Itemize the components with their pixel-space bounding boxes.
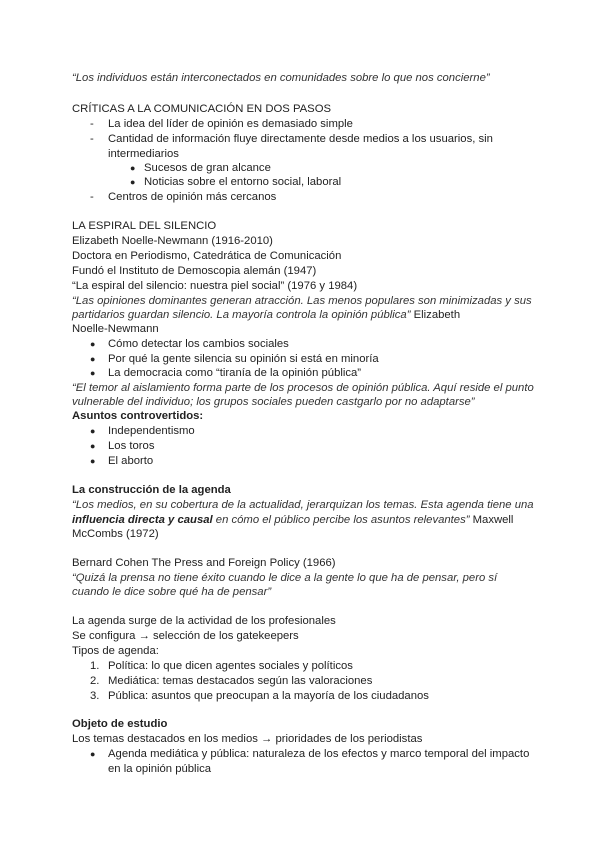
controvertido-item: Independentismo bbox=[108, 425, 195, 437]
list-number: 1. bbox=[90, 660, 100, 672]
espiral-bullet: Por qué la gente silencia su opinión si está en minoría bbox=[108, 353, 379, 365]
espiral-quote-text: partidarios guardan silencio. La mayoría controla la opinión pública” bbox=[72, 309, 411, 321]
quote-author: Maxwell bbox=[469, 514, 514, 526]
controvertido-item: Los toros bbox=[108, 440, 155, 452]
bullet-icon: ● bbox=[90, 749, 96, 759]
quote-author: Elizabeth bbox=[410, 309, 461, 321]
espiral-line: Elizabeth Noelle-Newmann (1916-2010) bbox=[72, 235, 273, 247]
cohen-quote-cont: cuando le dice sobre qué ha de pensar” bbox=[72, 586, 272, 598]
bullet-icon: ● bbox=[90, 354, 96, 364]
bullet-icon: ● bbox=[90, 339, 96, 349]
bullet-icon: ● bbox=[90, 456, 96, 466]
agenda-heading: La construcción de la agenda bbox=[72, 484, 231, 496]
list-number: 2. bbox=[90, 675, 100, 687]
espiral-line: “La espiral del silencio: nuestra piel social” (1976 y 1984) bbox=[72, 280, 358, 292]
criticas-item: Cantidad de información fluye directamente desde medios a los usuarios, sin bbox=[108, 133, 493, 145]
bullet-icon: ● bbox=[90, 426, 96, 436]
objeto-heading: Objeto de estudio bbox=[72, 718, 168, 730]
espiral-quote2: “El temor al aislamiento forma parte de los procesos de opinión pública. Aquí reside el punto bbox=[72, 382, 534, 394]
cohen-quote: “Quizá la prensa no tiene éxito cuando le dice a la gente lo que ha de pensar, pero sí bbox=[72, 572, 498, 584]
agenda-quote: “Los medios, en su cobertura de la actualidad, jerarquizan los temas. Esta agenda tiene una bbox=[72, 499, 534, 511]
espiral-bullet: Cómo detectar los cambios sociales bbox=[108, 338, 289, 350]
agenda-configura: Se configura → selección de los gatekeepers bbox=[72, 630, 299, 642]
quote-author-cont: McCombs (1972) bbox=[72, 528, 159, 540]
criticas-heading: CRÍTICAS A LA COMUNICACIÓN EN DOS PASOS bbox=[72, 103, 332, 115]
bullet-icon: ● bbox=[90, 368, 96, 378]
quote-top: “Los individuos están interconectados en comunidades sobre lo que nos concierne” bbox=[72, 72, 490, 84]
agenda-quote-cont bbox=[72, 513, 513, 528]
objeto-bullet: Agenda mediática y pública: naturaleza de los efectos y marco temporal del impacto bbox=[108, 748, 530, 760]
criticas-item: La idea del líder de opinión es demasiado simple bbox=[108, 118, 353, 130]
criticas-subitem: Sucesos de gran alcance bbox=[144, 162, 271, 174]
dash-marker: - bbox=[90, 118, 94, 130]
objeto-line: Los temas destacados en los medios → prioridades de los periodistas bbox=[72, 733, 423, 745]
criticas-item: Centros de opinión más cercanos bbox=[108, 191, 277, 203]
quote-author-cont: Noelle-Newmann bbox=[72, 323, 159, 335]
agenda-surge: La agenda surge de la actividad de los profesionales bbox=[72, 615, 336, 627]
dash-marker: - bbox=[90, 133, 94, 145]
tipo-item: Mediática: temas destacados según las valoraciones bbox=[108, 675, 373, 687]
cohen-line: Bernard Cohen The Press and Foreign Policy (1966) bbox=[72, 557, 336, 569]
bullet-icon: ● bbox=[130, 163, 136, 173]
espiral-bullet: La democracia como “tiranía de la opinión pública” bbox=[108, 367, 362, 379]
agenda-quote-bold: influencia directa y causal bbox=[72, 514, 213, 526]
tipo-item: Pública: asuntos que preocupan a la mayoría de los ciudadanos bbox=[108, 690, 429, 702]
tipo-item: Política: lo que dicen agentes sociales y políticos bbox=[108, 660, 353, 672]
espiral-quote-cont bbox=[72, 308, 460, 323]
bullet-icon: ● bbox=[130, 177, 136, 187]
espiral-line: Fundó el Instituto de Demoscopia alemán (1947) bbox=[72, 265, 317, 277]
agenda-quote-rest: en cómo el público percibe los asuntos relevantes” bbox=[212, 514, 470, 526]
espiral-quote2-cont: vulnerable del individuo; los grupos sociales pueden castgarlo por no adaptarse” bbox=[72, 396, 475, 408]
espiral-quote: “Las opiniones dominantes generan atracción. Las menos populares son minimizadas y sus bbox=[72, 295, 532, 307]
controvertido-item: El aborto bbox=[108, 455, 154, 467]
dash-marker: - bbox=[90, 191, 94, 203]
objeto-bullet-cont: en la opinión pública bbox=[108, 763, 212, 775]
agenda-tipos: Tipos de agenda: bbox=[72, 645, 159, 657]
controvertidos-heading: Asuntos controvertidos: bbox=[72, 410, 204, 422]
list-number: 3. bbox=[90, 690, 100, 702]
espiral-line: Doctora en Periodismo, Catedrática de Comunicación bbox=[72, 250, 342, 262]
criticas-subitem: Noticias sobre el entorno social, laboral bbox=[144, 176, 342, 188]
espiral-heading: LA ESPIRAL DEL SILENCIO bbox=[72, 220, 217, 232]
bullet-icon: ● bbox=[90, 441, 96, 451]
criticas-item-cont: intermediarios bbox=[108, 148, 179, 160]
